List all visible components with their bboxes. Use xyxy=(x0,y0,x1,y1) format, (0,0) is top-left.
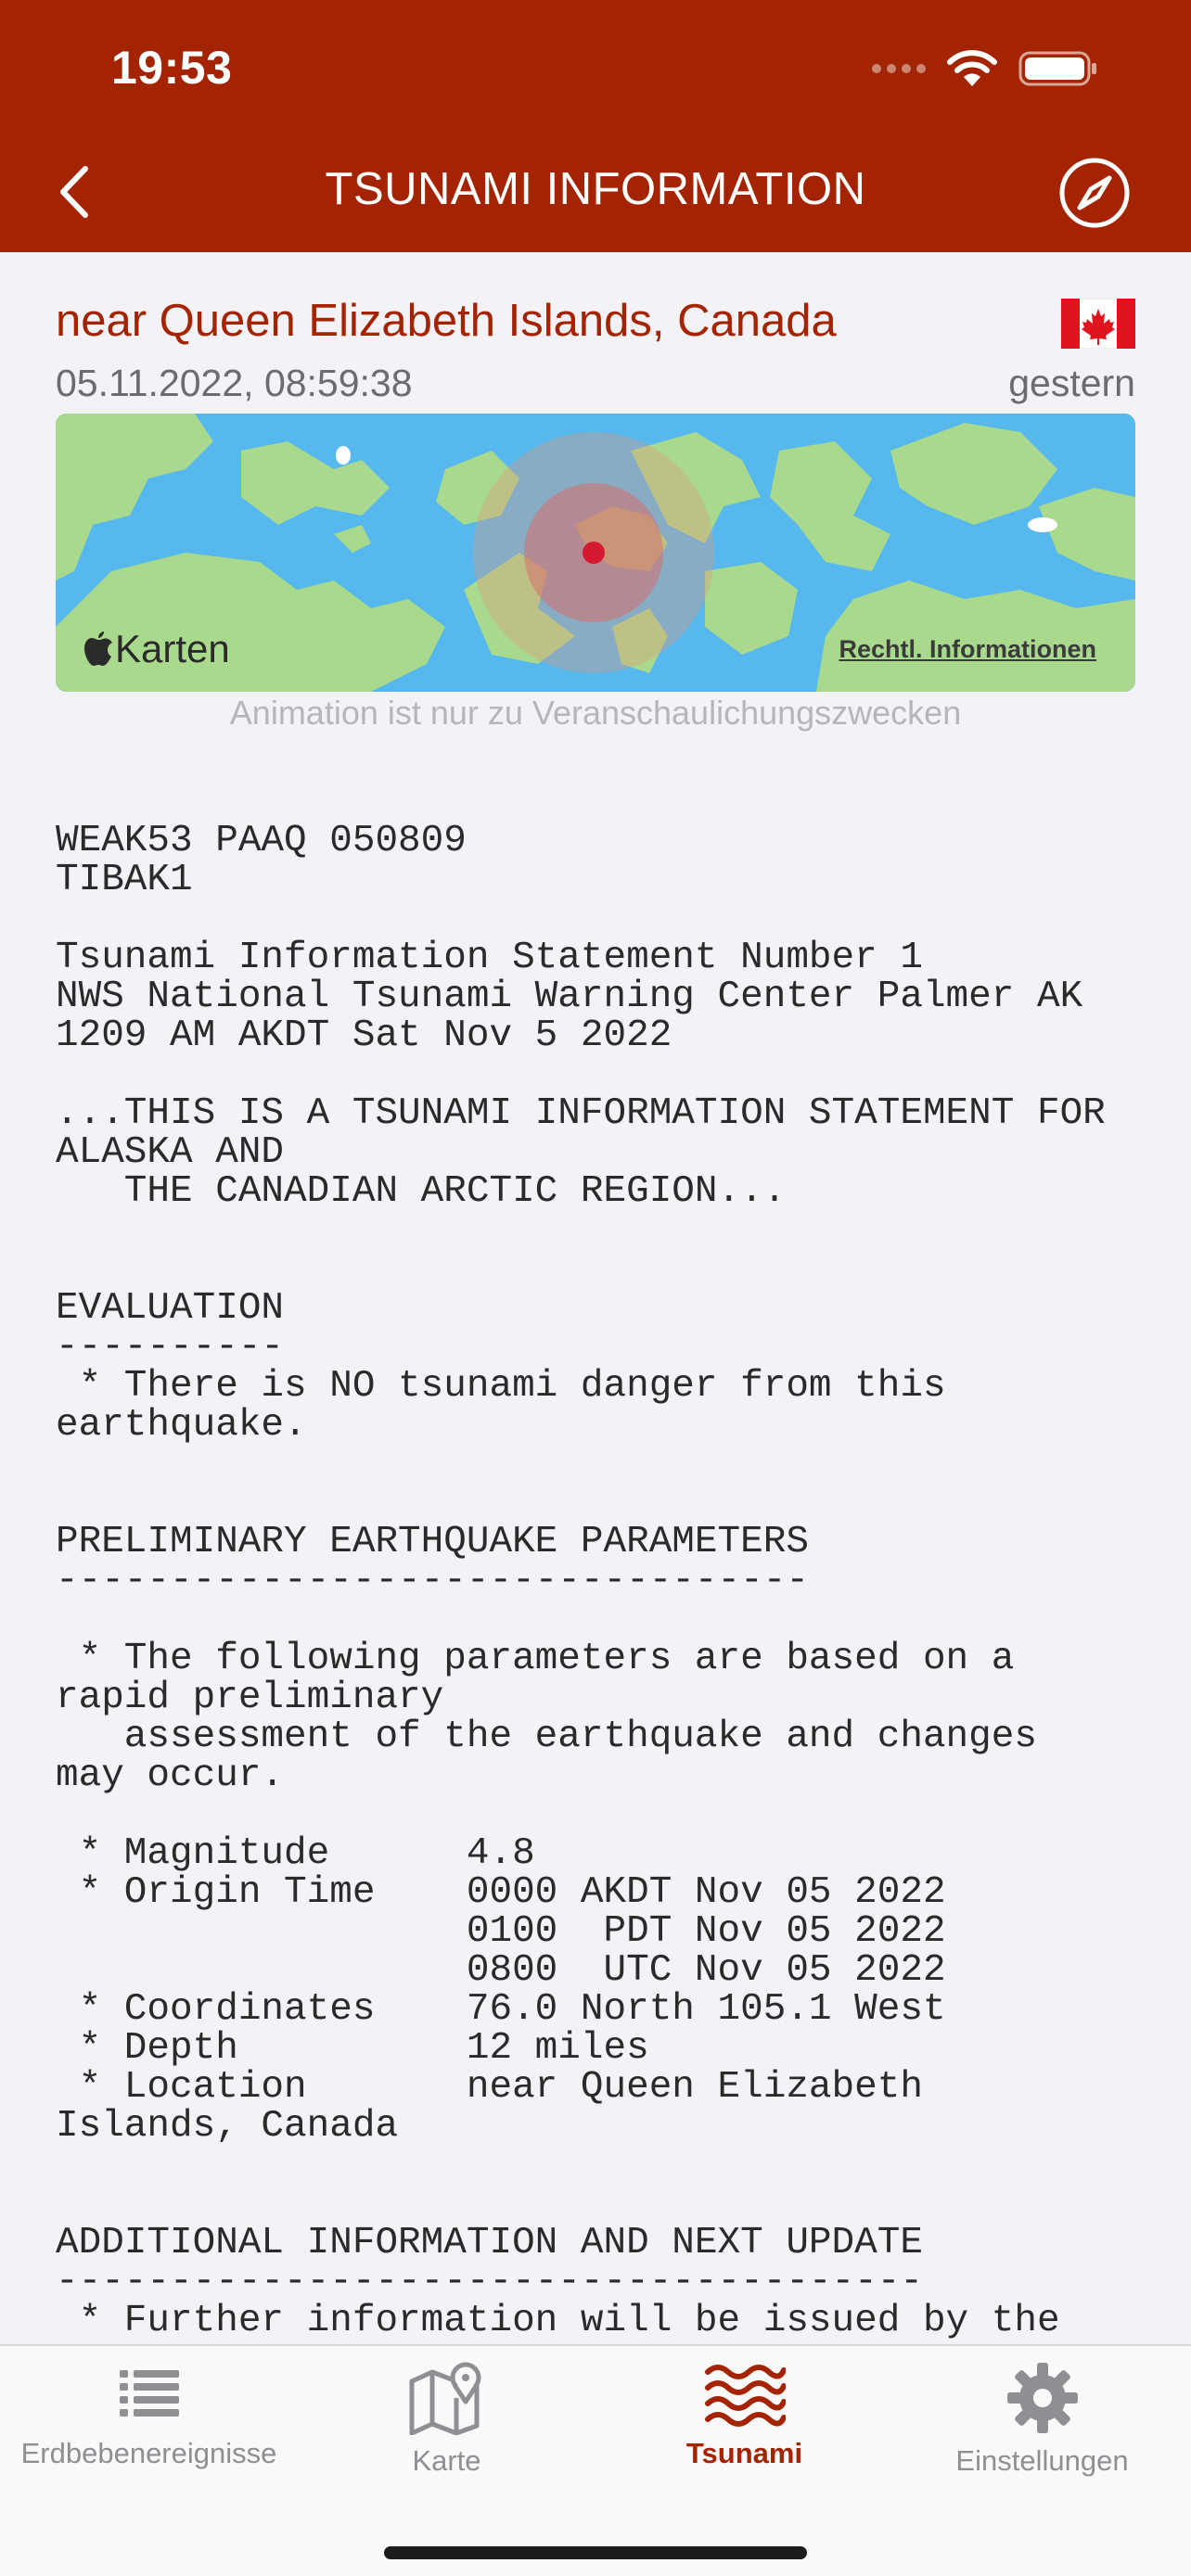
home-indicator xyxy=(384,2546,807,2559)
tsunami-detail xyxy=(0,252,1191,2344)
canada-flag-icon xyxy=(1061,299,1135,349)
tab-label: Tsunami xyxy=(685,2437,803,2469)
list-icon xyxy=(116,2361,183,2428)
map-caption: Animation ist nur zu Veranschaulichungszwecken xyxy=(229,694,962,732)
map-brand-label: Karten xyxy=(115,627,230,670)
map-attribution xyxy=(83,627,230,671)
tab-map[interactable] xyxy=(298,2361,596,2500)
tab-earthquake-events[interactable] xyxy=(0,2361,298,2500)
status-time: 19:53 xyxy=(111,42,233,94)
tab-label: Erdbebenereignisse xyxy=(20,2437,277,2469)
legal-info-link[interactable]: Rechtl. Informationen xyxy=(839,635,1096,663)
page-title: TSUNAMI INFORMATION xyxy=(325,164,866,214)
map-icon xyxy=(408,2361,486,2435)
navigation-header xyxy=(0,0,1191,252)
tsunami-bulletin-text: WEAK53 PAAQ 050809 TIBAK1 Tsunami Information Statement Number 1 NWS National Tsunami Warning Center Palmer AK 1209 AM AKDT Sat Nov 5 2022 ...THIS IS A TSUNAMI INFORMATION STATEMENT FOR ALASKA AND THE CANADIAN ARCTIC REGION... EVALUATION ---------- * There is NO tsunami danger from this earthquake. PRELIMINARY EARTHQUAKE PARAMETERS --------------------------------- * The following parameters are based on a rapid preliminary assessment of the earthquake and changes may occur. * Magnitude 4.8 * Origin Time 0000 AKDT Nov 05 2022 0100 PDT Nov 05 2022 0800 UTC Nov 05 2022 * Coordinates 76.0 North 105.1 West * Depth 12 miles * Location near Queen Elizabeth Islands, Canada ADDITIONAL INFORMATION AND NEXT UPDATE -------------------------------------- * Further information will be issued by the xyxy=(56,820,1106,2342)
signal-icon xyxy=(872,64,926,73)
event-relative-time: gestern xyxy=(1008,362,1135,404)
tab-settings[interactable] xyxy=(893,2361,1191,2500)
event-map[interactable] xyxy=(56,414,1135,692)
battery-icon xyxy=(1018,50,1098,87)
gear-icon xyxy=(1005,2361,1080,2435)
tab-label: Karte xyxy=(412,2444,481,2477)
event-datetime: 05.11.2022, 08:59:38 xyxy=(56,362,413,404)
waves-icon xyxy=(704,2361,786,2428)
apple-logo-icon xyxy=(83,631,113,667)
event-location: near Queen Elizabeth Islands, Canada xyxy=(56,296,837,346)
tab-bar xyxy=(0,2344,1191,2576)
compass-icon xyxy=(1062,160,1127,225)
tab-label: Einstellungen xyxy=(955,2444,1129,2477)
compass-button[interactable] xyxy=(1057,156,1132,230)
wifi-icon xyxy=(946,49,998,88)
tab-tsunami[interactable] xyxy=(596,2361,893,2500)
status-indicators xyxy=(872,43,1098,95)
epicenter-marker xyxy=(583,542,605,564)
